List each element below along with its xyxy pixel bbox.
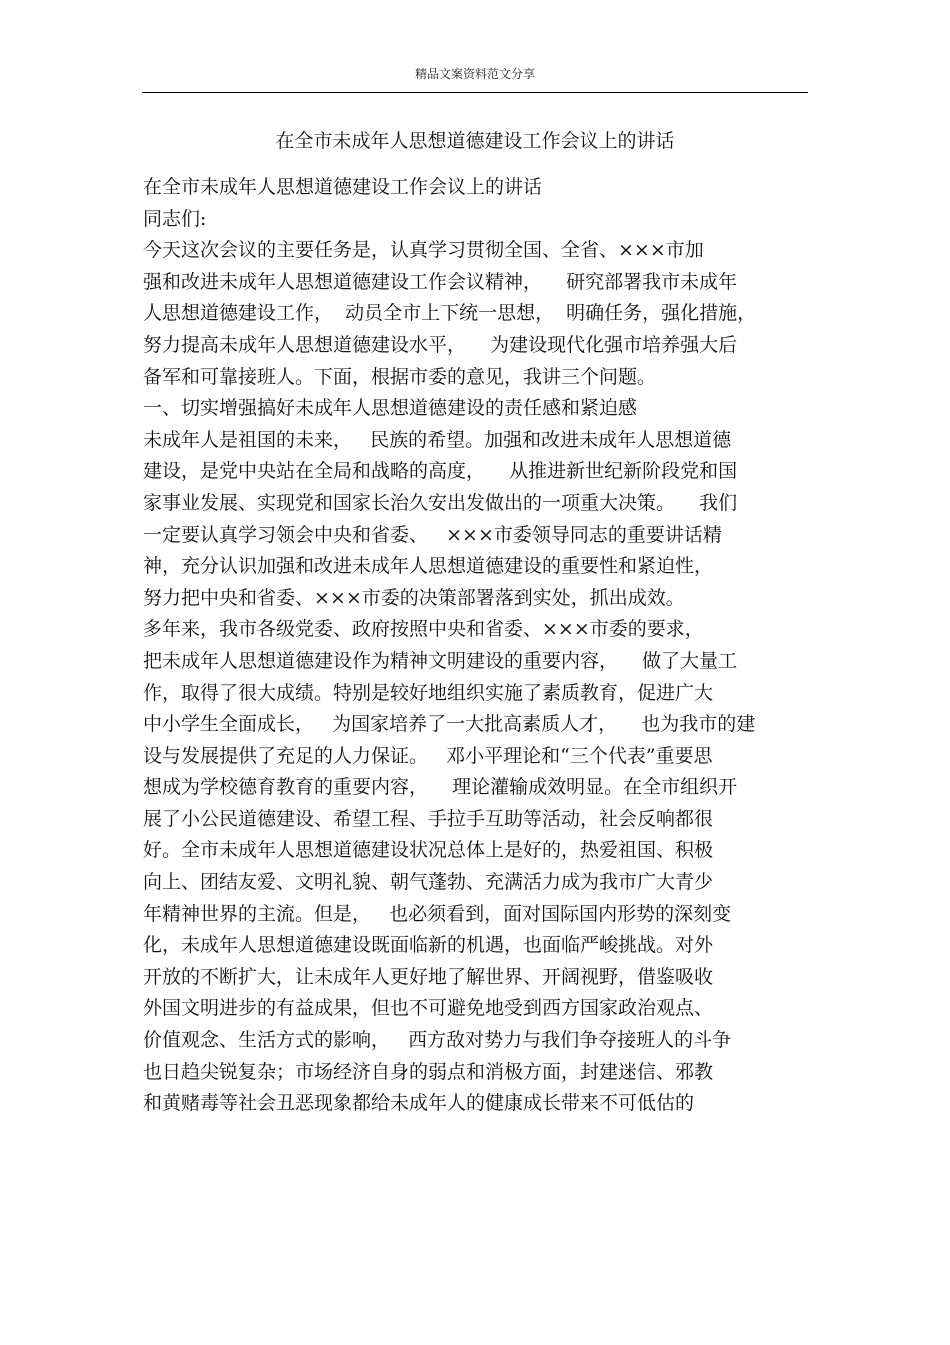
body-line: 今天这次会议的主要任务是，认真学习贯彻全国、全省、×××市加 — [143, 239, 704, 262]
page-header — [142, 0, 808, 93]
body-line: 想成为学校德育教育的重要内容， 理论灌输成效明显。在全市组织开 — [143, 776, 738, 799]
body-line: 设与发展提供了充足的人力保证。 邓小平理论和“三个代表”重要思 — [143, 744, 713, 767]
body-line: 努力把中央和省委、×××市委的决策部署落到实处，抓出成效。 — [143, 586, 685, 609]
document-body — [143, 172, 813, 1120]
body-line: 和黄赌毒等社会丑恶现象都给未成年人的健康成长带来不可低估的 — [143, 1092, 695, 1115]
body-line: 展了小公民道德建设、希望工程、手拉手互助等活动，社会反响都很 — [143, 807, 714, 830]
header-text: 精品文案资料范文分享 — [414, 67, 535, 81]
body-line: 努力提高未成年人思想道德建设水平， 为建设现代化强市培养强大后 — [143, 333, 738, 356]
body-line: 一定要认真学习领会中央和省委、 ×××市委领导同志的重要讲话精 — [143, 523, 722, 546]
body-line: 价值观念、生活方式的影响， 西方敌对势力与我们争夺接班人的斗争 — [143, 1029, 732, 1052]
body-line: 人思想道德建设工作， 动员全市上下统一思想， 明确任务，强化措施， — [143, 302, 757, 325]
body-line: 作，取得了很大成绩。特别是较好地组织实施了素质教育，促进广大 — [143, 681, 714, 704]
body-line: 年精神世界的主流。但是， 也必须看到，面对国际国内形势的深刻变 — [143, 902, 732, 925]
body-line: 在全市未成年人思想道德建设工作会议上的讲话 — [143, 176, 543, 198]
body-line: 外国文明进步的有益成果，但也不可避免地受到西方国家政治观点、 — [143, 997, 714, 1020]
body-line: 开放的不断扩大，让未成年人更好地了解世界、开阔视野，借鉴吸收 — [143, 965, 714, 988]
body-line: 同志们: — [143, 207, 207, 230]
body-line: 好。全市未成年人思想道德建设状况总体上是好的，热爱祖国、积极 — [143, 839, 714, 862]
body-line: 向上、团结友爱、文明礼貌、朝气蓬勃、充满活力成为我市广大青少 — [143, 871, 714, 894]
body-line: 家事业发展、实现党和国家长治久安出发做出的一项重大决策。 我们 — [143, 491, 738, 514]
body-line: 未成年人是祖国的未来， 民族的希望。加强和改进未成年人思想道德 — [143, 428, 732, 451]
body-line: 中小学生全面成长， 为国家培养了一大批高素质人才， 也为我市的建 — [143, 713, 756, 736]
document-title: 在全市未成年人思想道德建设工作会议上的讲话 — [275, 130, 675, 152]
body-line: 强和改进未成年人思想道德建设工作会议精神， 研究部署我市未成年 — [143, 270, 738, 293]
body-line: 也日趋尖锐复杂；市场经济自身的弱点和消极方面，封建迷信、邪教 — [143, 1060, 714, 1083]
body-line: 备军和可靠接班人。下面，根据市委的意见，我讲三个问题。 — [143, 365, 657, 388]
body-line: 把未成年人思想道德建设作为精神文明建设的重要内容， 做了大量工 — [143, 649, 738, 672]
body-line: 一、切实增强搞好未成年人思想道德建设的责任感和紧迫感 — [143, 397, 638, 420]
body-line: 化，未成年人思想道德建设既面临新的机遇，也面临严峻挑战。对外 — [143, 934, 714, 957]
body-line: 多年来，我市各级党委、政府按照中央和省委、×××市委的要求， — [143, 618, 704, 641]
body-line: 建设，是党中央站在全局和战略的高度， 从推进新世纪新阶段党和国 — [143, 460, 738, 483]
body-line: 神，充分认识加强和改进未成年人思想道德建设的重要性和紧迫性， — [143, 555, 714, 578]
